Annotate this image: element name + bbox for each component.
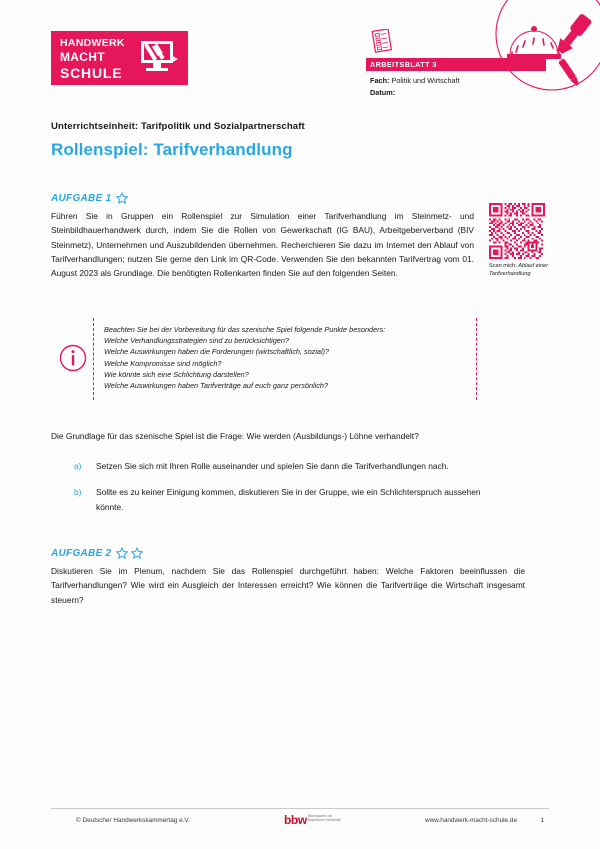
footer-divider xyxy=(51,808,549,809)
footer-page-number: 1 xyxy=(540,817,544,824)
info-line: Welche Auswirkungen haben Tarifverträge auf euch ganz persönlich? xyxy=(104,381,329,391)
page-title: Rollenspiel: Tarifverhandlung xyxy=(51,140,293,159)
subject-row xyxy=(370,75,460,87)
partner-logo-text: bbw xyxy=(284,813,307,827)
brand-logo-wordmark xyxy=(60,38,125,82)
task-2-paragraph: Diskutieren Sie im Plenum, nachdem Sie das Rollenspiel durchgeführt haben: Welche Faktoren beeinflussen die Tarifverhandlungen? Wie wird ein Ausgleich der Interessen erreicht? Wie können die Tarifverträge die Wirtschaft insgesamt steuern? xyxy=(51,566,525,605)
list-item xyxy=(74,485,494,514)
qr-caption-italic: Ablauf einer Tarifverhandlung xyxy=(489,263,549,277)
task-1-paragraph: Führen Sie in Gruppen ein Rollenspiel zur Simulation einer Tarifverhandlung im Steinmetz- und Steinbildhauerhandwerk durch, indem Sie die Rollen von Gewerkschaft (IG BAU), Arbeitgeberverband (BIV Steinmetz), Unternehmen und Auszubildenden übernehmen. Recherchieren Sie dazu im Internet den Ablauf von Tarifverhandlungen; nutzen Sie gerne den Link im QR-Code. Verwenden Sie den bekannten Tarifvertrag vom 01. August 2023 als Grundlage. Die benötigten Rollenkarten finden Sie auf den folgenden Seiten. xyxy=(51,211,474,279)
subject-key: Fach: xyxy=(370,76,390,85)
info-line: Welche Kompromisse sind möglich? xyxy=(104,358,222,368)
star-icon xyxy=(116,192,128,204)
list-item xyxy=(74,459,494,473)
brand-logo-line3: SCHULE xyxy=(60,64,123,81)
subtask-marker: a) xyxy=(74,461,82,471)
subject-value: Politik und Wirtschaft xyxy=(391,76,460,85)
qr-code-caption xyxy=(489,262,551,278)
info-line: Wie könnte sich eine Schlichtung darstellen? xyxy=(104,369,249,379)
task-1-difficulty-stars xyxy=(116,192,128,204)
footer-copyright: © Deutscher Handwerkskammertag e.V. xyxy=(76,817,190,824)
info-box-right-rule xyxy=(476,318,477,400)
info-box xyxy=(59,318,477,400)
qr-code-icon[interactable] xyxy=(489,203,545,259)
task-1-heading xyxy=(51,192,128,204)
qr-caption-prefix: Scan mich: xyxy=(489,263,519,269)
partner-logo-subtext: Bildungswerk der Bayerischen Wirtschaft xyxy=(307,814,341,822)
monitor-tools-icon xyxy=(133,39,181,77)
footer-website[interactable]: www.handwerk-macht-schule.de xyxy=(425,817,517,824)
info-line: Welche Auswirkungen haben die Forderungen (wirtschaftlich, sozial)? xyxy=(104,347,330,357)
task-1-label: AUFGABE 1 xyxy=(51,192,112,204)
task-2-heading xyxy=(51,547,143,559)
info-box-text xyxy=(104,324,466,391)
page-footer xyxy=(51,814,549,832)
brand-logo-line2: MACHT xyxy=(60,50,105,64)
lead-in-question: Die Grundlage für das szenische Spiel ist die Frage: Wie werden (Ausbildungs-) Löhne verhandelt? xyxy=(51,431,419,441)
worksheet-banner-label: ARBEITSBLATT 3 xyxy=(370,60,437,69)
star-icon xyxy=(116,547,128,559)
info-line: Welche Verhandlungsstrategien sind zu berücksichtigen? xyxy=(104,336,289,346)
info-box-left-rule xyxy=(93,318,94,400)
subtask-text: Sollte es zu keiner Einigung kommen, diskutieren Sie in der Gruppe, wie ein Schlichterspruch aussehen könnte. xyxy=(96,487,481,512)
star-icon xyxy=(131,547,143,559)
stonemason-tools-circle-icon xyxy=(480,0,600,100)
subtask-marker: b) xyxy=(74,487,82,498)
subtask-text: Setzen Sie sich mit Ihren Rolle auseinander und spielen Sie dann die Tarifverhandlungen nach. xyxy=(96,461,449,471)
brand-logo-line1: HANDWERK xyxy=(60,37,125,49)
info-line: Beachten Sie bei der Vorbereitung für das szenische Spiel folgende Punkte besonders: xyxy=(104,325,386,334)
partner-logo xyxy=(284,814,342,826)
worksheet-icon xyxy=(371,29,393,55)
qr-code-block[interactable] xyxy=(489,203,551,278)
worksheet-meta xyxy=(370,75,460,98)
info-icon xyxy=(59,344,87,372)
unit-subtitle: Unterrichtseinheit: Tarifpolitik und Sozialpartnerschaft xyxy=(51,121,305,132)
task-2-difficulty-stars xyxy=(116,547,143,559)
date-row xyxy=(370,87,460,99)
date-label: Datum: xyxy=(370,87,396,97)
brand-logo xyxy=(51,31,188,85)
subtask-list xyxy=(74,459,494,526)
page-header xyxy=(0,0,600,104)
task-2-label: AUFGABE 2 xyxy=(51,547,112,559)
